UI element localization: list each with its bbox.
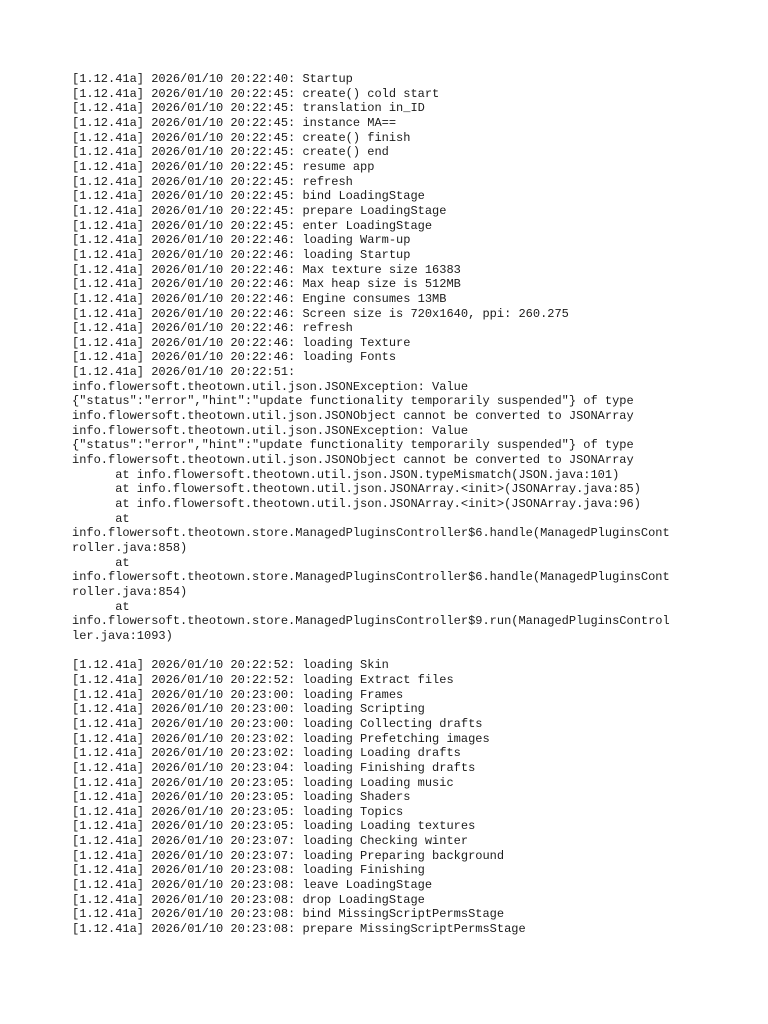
log-line: info.flowersoft.theotown.store.ManagedPluginsController$6.handle(ManagedPluginsCont [72,570,670,585]
log-line: [1.12.41a] 2026/01/10 20:22:46: loading Fonts [72,350,397,365]
log-line: [1.12.41a] 2026/01/10 20:23:00: loading Frames [72,687,404,702]
log-line: [1.12.41a] 2026/01/10 20:22:45: refresh [72,174,353,189]
log-line: [1.12.41a] 2026/01/10 20:22:45: create() end [72,145,389,160]
log-line: [1.12.41a] 2026/01/10 20:23:08: drop LoadingStage [72,892,425,907]
log-line: [1.12.41a] 2026/01/10 20:23:02: loading Loading drafts [72,746,461,761]
log-line: [1.12.41a] 2026/01/10 20:22:46: loading Warm-up [72,233,411,248]
log-line: [1.12.41a] 2026/01/10 20:23:05: loading Shaders [72,790,411,805]
log-line: [1.12.41a] 2026/01/10 20:23:04: loading Finishing drafts [72,760,476,775]
log-line: roller.java:858) [72,541,188,555]
log-line: [1.12.41a] 2026/01/10 20:22:46: loading Startup [72,247,411,262]
log-line: [1.12.41a] 2026/01/10 20:23:07: loading Checking winter [72,834,469,849]
log-line: [1.12.41a] 2026/01/10 20:22:45: enter LoadingStage [72,218,433,233]
log-line: [1.12.41a] 2026/01/10 20:23:00: loading Scripting [72,702,425,717]
log-line: [1.12.41a] 2026/01/10 20:22:45: resume app [72,159,375,174]
log-line: {"status":"error","hint":"update functionality temporarily suspended"} of type [72,438,634,453]
log-line: [1.12.41a] 2026/01/10 20:23:00: loading Collecting drafts [72,716,483,731]
log-line: at [72,599,130,614]
log-line: {"status":"error","hint":"update functionality temporarily suspended"} of type [72,394,634,409]
log-line: [1.12.41a] 2026/01/10 20:22:46: Engine consumes 13MB [72,291,447,306]
log-line: roller.java:854) [72,584,188,599]
log-line: [1.12.41a] 2026/01/10 20:22:46: loading Texture [72,335,411,350]
log-line: [1.12.41a] 2026/01/10 20:22:45: prepare LoadingStage [72,203,447,218]
log-line: at [72,555,130,570]
log-line: [1.12.41a] 2026/01/10 20:23:07: loading Preparing background [72,848,505,863]
log-line: [1.12.41a] 2026/01/10 20:22:51: [72,365,296,380]
log-line: [1.12.41a] 2026/01/10 20:22:45: create() finish [72,130,411,145]
log-line: info.flowersoft.theotown.util.json.JSONException: Value [72,423,469,438]
log-line: [1.12.41a] 2026/01/10 20:23:08: loading Finishing [72,863,425,878]
log-line: [1.12.41a] 2026/01/10 20:22:52: loading Skin [72,658,389,673]
log-line: [1.12.41a] 2026/01/10 20:22:46: Screen size is 720x1640, ppi: 260.275 [72,306,569,321]
log-line: at info.flowersoft.theotown.util.json.JSONArray.<init>(JSONArray.java:85) [72,482,641,497]
log-line: info.flowersoft.theotown.store.ManagedPluginsController$9.run(ManagedPluginsControl [72,614,670,629]
log-line: info.flowersoft.theotown.util.json.JSONObject cannot be converted to JSONArray [72,453,634,468]
log-line: [1.12.41a] 2026/01/10 20:22:45: create() cold start [72,86,440,101]
log-text-block [72,72,712,937]
log-line: [1.12.41a] 2026/01/10 20:23:08: leave LoadingStage [72,878,433,893]
log-line: [1.12.41a] 2026/01/10 20:22:40: Startup [72,72,353,86]
log-line: [1.12.41a] 2026/01/10 20:22:45: instance MA== [72,115,397,130]
log-line: info.flowersoft.theotown.store.ManagedPluginsController$6.handle(ManagedPluginsCont [72,526,670,541]
log-line: [1.12.41a] 2026/01/10 20:22:46: refresh [72,321,353,336]
log-line: [1.12.41a] 2026/01/10 20:22:52: loading Extract files [72,672,454,687]
log-line: [1.12.41a] 2026/01/10 20:22:45: translation in_ID [72,101,425,116]
log-line: [1.12.41a] 2026/01/10 20:22:45: bind LoadingStage [72,189,425,204]
log-line: [1.12.41a] 2026/01/10 20:23:08: bind MissingScriptPermsStage [72,907,505,922]
log-line: [1.12.41a] 2026/01/10 20:22:46: Max texture size 16383 [72,262,461,277]
log-line: at info.flowersoft.theotown.util.json.JSONArray.<init>(JSONArray.java:96) [72,497,641,512]
log-line: [1.12.41a] 2026/01/10 20:23:08: prepare MissingScriptPermsStage [72,922,526,937]
log-line: [1.12.41a] 2026/01/10 20:23:05: loading Topics [72,804,404,819]
blank-line [72,644,712,659]
log-line: [1.12.41a] 2026/01/10 20:22:46: Max heap size is 512MB [72,277,461,292]
log-line: [1.12.41a] 2026/01/10 20:23:05: loading Loading music [72,775,454,790]
log-line: at info.flowersoft.theotown.util.json.JSON.typeMismatch(JSON.java:101) [72,467,620,482]
log-line: [1.12.41a] 2026/01/10 20:23:05: loading Loading textures [72,819,476,834]
log-line: info.flowersoft.theotown.util.json.JSONException: Value [72,379,469,394]
log-line: info.flowersoft.theotown.util.json.JSONObject cannot be converted to JSONArray [72,409,634,424]
log-line: ler.java:1093) [72,628,173,643]
log-line: at [72,511,130,526]
log-line: [1.12.41a] 2026/01/10 20:23:02: loading Prefetching images [72,731,490,746]
